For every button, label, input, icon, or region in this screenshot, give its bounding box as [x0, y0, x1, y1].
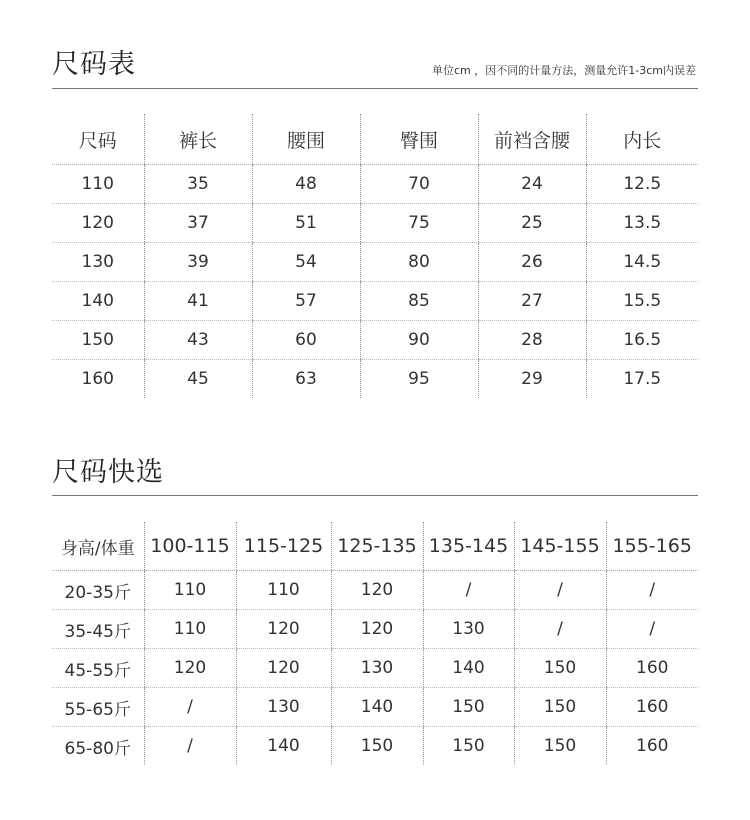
size-table-cell: 29: [478, 360, 586, 399]
size-table-cell: 35: [144, 165, 252, 204]
quick-select-table: [52, 522, 698, 765]
quick-table-cell: 120: [236, 610, 331, 649]
quick-table-cell: 150: [423, 727, 514, 766]
quick-table-cell: 150: [331, 727, 423, 766]
size-table-cell: 41: [144, 282, 252, 321]
size-table-cell: 27: [478, 282, 586, 321]
quick-table-cell: 140: [331, 688, 423, 727]
size-chart-table: [52, 114, 698, 398]
quick-table-cell: /: [514, 571, 606, 610]
quick-table-cell: /: [423, 571, 514, 610]
quick-table-cell: 150: [423, 688, 514, 727]
size-table-row: [52, 360, 698, 399]
size-header-cell: 内长: [586, 114, 698, 165]
size-header-cell: 臀围: [360, 114, 478, 165]
size-table-cell: 15.5: [586, 282, 698, 321]
quick-table-cell: /: [514, 610, 606, 649]
size-table-cell: 14.5: [586, 243, 698, 282]
measurement-note: 单位cm ，因不同的计量方法，测量允许1-3cm内误差: [432, 64, 696, 77]
size-table-cell: 16.5: [586, 321, 698, 360]
size-table-cell: 12.5: [586, 165, 698, 204]
size-table-cell: 17.5: [586, 360, 698, 399]
quick-table-cell: 140: [236, 727, 331, 766]
quick-table-cell: /: [606, 571, 698, 610]
size-table-cell: 57: [252, 282, 360, 321]
size-header-cell: 腰围: [252, 114, 360, 165]
size-table-cell: 43: [144, 321, 252, 360]
quick-select-title: 尺码快选: [52, 457, 164, 488]
size-table-row: [52, 282, 698, 321]
size-table-cell: 140: [52, 282, 144, 321]
size-chart-title: 尺码表: [52, 49, 136, 80]
size-table-cell: 95: [360, 360, 478, 399]
size-table-cell: 160: [81, 369, 114, 389]
size-table-cell: 37: [144, 204, 252, 243]
quick-table-cell: 140: [423, 649, 514, 688]
size-table-cell: 48: [252, 165, 360, 204]
quick-table-cell: 120: [331, 571, 423, 610]
quick-table-cell: /: [144, 688, 236, 727]
quick-table-row: [52, 571, 698, 610]
quick-table-cell: 65-80斤: [64, 738, 131, 759]
size-table-cell: 120: [52, 204, 144, 243]
quick-table-cell: 160: [606, 688, 698, 727]
quick-table-cell: 110: [236, 571, 331, 610]
quick-select-divider: [52, 495, 698, 496]
quick-table-row: [52, 727, 698, 766]
quick-header-cell: 100-115: [144, 522, 236, 571]
quick-table-cell: /: [606, 610, 698, 649]
quick-table-cell: 150: [514, 649, 606, 688]
size-table-cell: 26: [478, 243, 586, 282]
quick-header-cell: 115-125: [236, 522, 331, 571]
quick-table-cell: 120: [236, 649, 331, 688]
size-table-cell: 80: [360, 243, 478, 282]
size-table-row: [52, 204, 698, 243]
size-table-cell: 51: [252, 204, 360, 243]
size-header-row: [52, 114, 698, 165]
quick-header-cell: 155-165: [606, 522, 698, 571]
size-table-cell: 24: [478, 165, 586, 204]
quick-header-cell: 135-145: [423, 522, 514, 571]
size-table-cell: 60: [252, 321, 360, 360]
size-table-cell: 39: [144, 243, 252, 282]
size-table-cell: 25: [478, 204, 586, 243]
size-table-cell: 110: [52, 165, 144, 204]
quick-table-cell: 120: [144, 649, 236, 688]
size-table-row: [52, 243, 698, 282]
quick-table-cell: 130: [423, 610, 514, 649]
quick-table-cell: 130: [331, 649, 423, 688]
quick-table-cell: 110: [144, 610, 236, 649]
size-header-cell: 前裆含腰: [478, 114, 586, 165]
quick-header-row: [52, 522, 698, 571]
quick-table-cell: 20-35斤: [52, 571, 144, 610]
quick-table-cell: 160: [606, 727, 698, 766]
size-table-row: [52, 321, 698, 360]
size-table-row: [52, 165, 698, 204]
quick-header-cell: 125-135: [331, 522, 423, 571]
size-table-cell: 90: [360, 321, 478, 360]
quick-header-cell: 145-155: [514, 522, 606, 571]
size-header-cell: 尺码: [52, 114, 144, 165]
size-table-cell: 70: [360, 165, 478, 204]
size-table-cell: 150: [52, 321, 144, 360]
quick-table-cell: 55-65斤: [52, 688, 144, 727]
size-table-cell: 13.5: [586, 204, 698, 243]
size-table-cell: 63: [252, 360, 360, 399]
quick-table-row: [52, 649, 698, 688]
quick-table-row: [52, 688, 698, 727]
quick-table-cell: 150: [514, 727, 606, 766]
quick-table-cell: 150: [514, 688, 606, 727]
size-table-cell: 130: [52, 243, 144, 282]
quick-header-cell: 身高/体重: [52, 522, 144, 571]
size-table-cell: 54: [252, 243, 360, 282]
quick-table-cell: 130: [236, 688, 331, 727]
size-table-cell: 28: [478, 321, 586, 360]
quick-table-row: [52, 610, 698, 649]
quick-table-cell: 35-45斤: [52, 610, 144, 649]
size-table-cell: 45: [144, 360, 252, 399]
quick-table-cell: 120: [331, 610, 423, 649]
size-chart-divider: [52, 88, 698, 89]
size-table-cell: 85: [360, 282, 478, 321]
quick-table-cell: 160: [606, 649, 698, 688]
quick-table-cell: /: [144, 727, 236, 766]
quick-table-cell: 45-55斤: [52, 649, 144, 688]
quick-table-cell: 110: [144, 571, 236, 610]
size-table-cell: 75: [360, 204, 478, 243]
size-header-cell: 裤长: [144, 114, 252, 165]
